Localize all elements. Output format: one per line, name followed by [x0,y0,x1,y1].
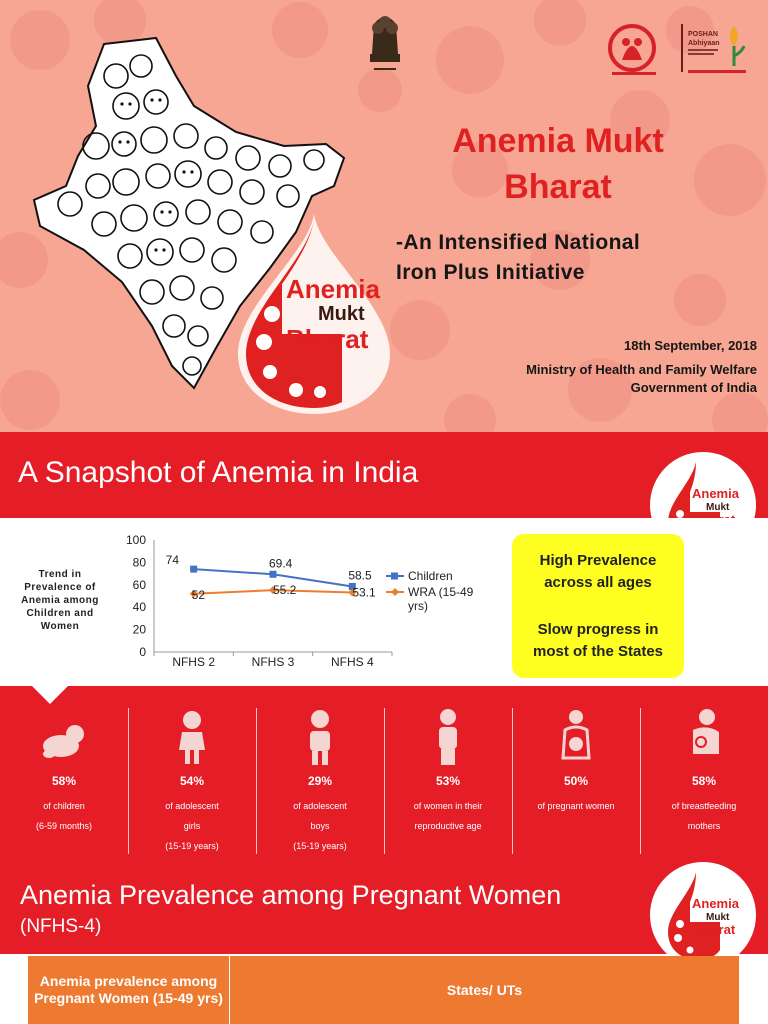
data-label: 52 [191,587,206,602]
callout-line-2: across all ages [544,574,652,591]
ministry-name: Ministry of Health and Family Welfare [526,362,757,377]
stat-line: (15-19 years) [165,841,219,851]
stat-description [640,796,768,836]
stat-percent: 58% [691,774,717,788]
callout-line-3: Slow progress in [537,621,659,638]
stat-adolescent-boys [256,708,384,862]
data-label: 74 [165,553,180,568]
anemia-mukt-bharat-drop-logo [216,214,412,414]
y-tick-label: 0 [139,645,146,659]
callout-paragraph-progress [512,619,684,663]
round-logo-word-bharat: Bharat [694,922,736,937]
stat-pregnant-women [512,708,640,862]
x-tick-label: NFHS 3 [251,655,295,669]
stat-description [0,796,128,836]
stat-percent: 50% [563,774,589,788]
adolescent-boy-icon [295,708,345,766]
stat-percent: 29% [307,774,333,788]
hero-subtitle [396,228,736,288]
pregnant-prevalence-table-header [28,956,739,1024]
x-tick-label: NFHS 2 [172,655,216,669]
chart-title-line: Trend in [38,569,82,580]
chart-title-line: Anemia among [21,595,99,606]
stat-line: (6-59 months) [35,821,93,831]
logo-divider [681,24,683,72]
y-tick-label: 20 [132,622,146,637]
stat-description [384,796,512,836]
poshan-abhiyaan-logo [686,22,748,78]
round-logo-word-mukt: Mukt [706,912,730,923]
svg-text:POSHAN: POSHAN [688,31,718,38]
data-point-children [190,566,197,573]
y-tick-label: 80 [132,555,146,570]
data-point-children [270,571,277,578]
callout-paragraph-prevalence [512,550,684,594]
table-header-prevalence: Anemia prevalence among Pregnant Women (15-49 yrs) [28,956,230,1024]
stat-description [512,796,640,816]
hero-title-line-2: Bharat [504,168,612,206]
stat-description [128,796,256,856]
national-health-mission-logo [604,22,678,78]
drop-word-anemia: Anemia [286,274,380,304]
chart-title-line: Prevalence of [24,582,96,593]
round-logo-word-anemia: Anemia [692,896,739,911]
key-findings-callout [512,534,684,678]
stat-line: of breastfeeding [671,801,737,811]
legend-label-wra: yrs) [408,599,428,613]
stat-line: of children [43,801,85,811]
data-label: 55.2 [273,583,297,598]
svg-text:Abhiyaan: Abhiyaan [688,40,720,47]
infant-icon [39,708,89,766]
y-tick-label: 100 [125,533,146,547]
stat-children [0,708,128,862]
hero-subtitle-line-1: -An Intensified National [396,231,641,254]
stat-line: boys [310,821,330,831]
chart-title-line: Children and [26,608,94,619]
drop-word-mukt: Mukt [318,303,365,325]
hero-title-line-1: Anemia Mukt [452,122,664,160]
pregnant-women-title: Anemia Prevalence among Pregnant Women [20,880,562,910]
pregnant-women-subtitle: (NFHS-4) [20,916,102,937]
drop-word-bharat: Bharat [286,324,369,354]
snapshot-title: A Snapshot of Anemia in India [18,456,419,489]
stat-line: of adolescent [165,801,219,811]
stat-description [256,796,384,856]
launch-date: 18th September, 2018 [624,338,757,353]
callout-line-1: High Prevalence [539,552,657,569]
stat-line: (15-19 years) [293,841,347,851]
chart-title-line: Women [40,621,80,632]
pregnant-woman-icon [551,708,601,766]
y-tick-label: 40 [132,600,146,615]
stat-women-reproductive-age [384,708,512,862]
table-header-states: States/ UTs [446,981,523,998]
stat-line: of pregnant women [537,801,615,811]
data-label: 58.5 [348,568,372,583]
pregnant-section-round-logo [650,862,756,968]
stat-adolescent-girls [128,708,256,862]
stat-line: of adolescent [293,801,347,811]
x-tick-label: NFHS 4 [330,655,374,669]
stat-line: girls [183,821,201,831]
hero-subtitle-line-2: Iron Plus Initiative [396,261,585,284]
round-logo-word-anemia: Anemia [692,486,739,501]
stat-line: of women in their [413,801,483,811]
chart-title [10,568,110,633]
stat-percent: 54% [179,774,205,788]
round-logo-word-mukt: Mukt [706,502,730,513]
legend-marker-children [391,573,398,580]
stat-percent: 53% [435,774,461,788]
woman-icon [423,708,473,766]
legend-marker-wra [391,588,399,596]
hero-banner [0,0,768,432]
stat-line: reproductive age [414,821,482,831]
legend-label-wra: WRA (15-49 [408,585,474,599]
y-tick-label: 60 [132,577,146,592]
data-label: 69.4 [269,556,293,571]
anemia-trend-line-chart [110,528,500,678]
government-name: Government of India [630,380,757,395]
callout-line-4: most of the States [532,643,664,660]
data-label: 53.1 [352,585,376,600]
section-pointer [32,686,68,704]
legend-label-children: Children [408,569,453,583]
breastfeeding-mother-icon [679,708,729,766]
adolescent-girl-icon [167,708,217,766]
stat-breastfeeding-mothers [640,708,768,862]
stat-percent: 58% [51,774,77,788]
stat-line: mothers [687,821,721,831]
hero-title [388,118,728,210]
